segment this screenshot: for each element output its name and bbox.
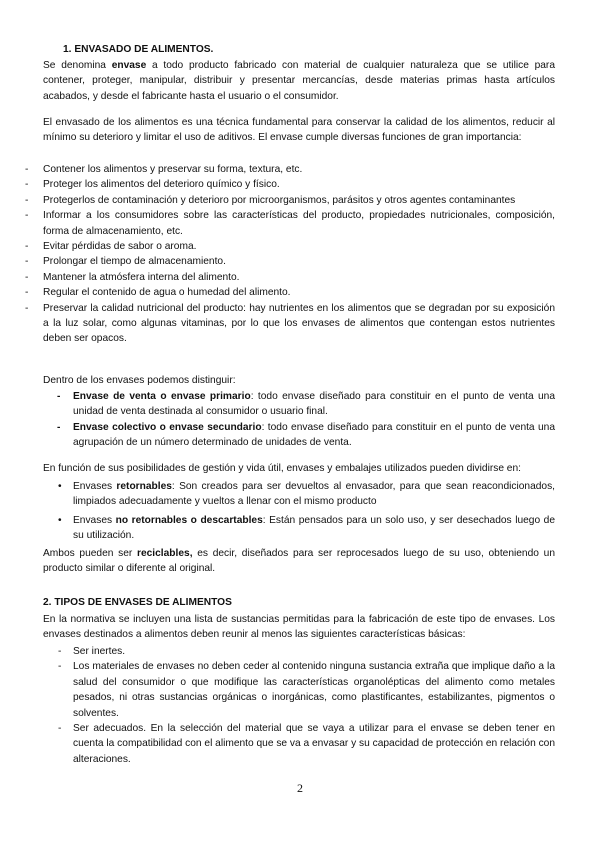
management-pre: Envases xyxy=(73,481,117,492)
intro-term-envase: envase xyxy=(111,60,147,71)
recyclable-text-c: es decir, diseñados para ser reprocesados luego de su uso, obteniendo un producto similar o diferente al original. xyxy=(43,548,555,575)
management-intro: En función de sus posibilidades de gestión y vida útil, envases y embalajes utilizados pueden dividirse en: xyxy=(43,463,521,474)
management-intro-block xyxy=(43,461,555,476)
management-text: : Están pensados para un solo uso, y ser desechados luego de su utilización. xyxy=(73,514,556,542)
management-item xyxy=(0,479,600,510)
section-1-intro xyxy=(43,58,555,104)
function-item: - Informar a los consumidores sobre las características del producto, propiedades nutricionales, composición, forma de almacenamiento, etc. xyxy=(0,208,600,239)
envase-type-item xyxy=(0,389,600,420)
recyclable-text-a: Ambos pueden ser xyxy=(43,548,138,559)
function-item: - Mantener la atmósfera interna del alimento. xyxy=(0,270,600,285)
characteristic-item: - Ser adecuados. En la selección del material que se vaya a utilizar para el envase se deben tener en cuenta la compatibilidad con el alimento que se va a envasar y su capacidad de protección en relación con alteraciones. xyxy=(0,721,600,767)
section-2-heading: 2. TIPOS DE ENVASES DE ALIMENTOS xyxy=(43,597,232,608)
intro-text-a: Se denomina xyxy=(43,60,112,71)
function-item: - Evitar pérdidas de sabor o aroma. xyxy=(0,239,600,254)
distinguish-intro-block xyxy=(43,373,555,388)
function-item: - Prolongar el tiempo de almacenamiento. xyxy=(0,254,600,269)
functions-intro-paragraph: El envasado de los alimentos es una técnica fundamental para conservar la calidad de los alimentos, reducir al mínimo su deterioro y limitar el uso de aditivos. El envase cumple diversas funciones de gran importancia: xyxy=(43,117,555,144)
function-item: - Regular el contenido de agua o humedad del alimento. xyxy=(0,285,600,300)
envase-types-list xyxy=(0,389,600,451)
intro-paragraph xyxy=(43,58,555,104)
page-number: 2 xyxy=(297,781,303,795)
management-item xyxy=(0,513,600,544)
management-pre: Envases xyxy=(73,514,116,526)
section-2-intro: En la normativa se incluyen una lista de sustancias permitidas para la fabricación de este tipo de envases. Los envases destinados a alimentos deben reunir al menos las siguientes características básicas: xyxy=(43,614,555,641)
function-item: - Protegerlos de contaminación y deterioro por microorganismos, parásitos y otros agentes contaminantes xyxy=(0,193,600,208)
management-list xyxy=(0,479,600,544)
section-2-heading-block xyxy=(43,595,555,610)
functions-list xyxy=(0,162,600,347)
characteristic-item: - Los materiales de envases no deben ceder al contenido ninguna sustancia extraña que implique daño a la salud del consumidor o que modifique las características organolépticas del alimento como metales pesados, ni otras sustancias orgánicas o inorgánicas, como plastificantes, estabilizantes, pigmentos o solventes. xyxy=(0,659,600,721)
envase-type-term: Envase de venta o envase primario xyxy=(73,391,251,402)
function-item: - Contener los alimentos y preservar su forma, textura, etc. xyxy=(0,162,600,177)
recyclable-paragraph-block xyxy=(43,546,555,577)
distinguish-intro: Dentro de los envases podemos distinguir: xyxy=(43,375,236,386)
management-term: retornables xyxy=(116,481,172,492)
section-1-heading: 1. ENVASADO DE ALIMENTOS. xyxy=(63,44,214,55)
envase-type-item xyxy=(0,420,600,451)
envase-type-term: Envase colectivo o envase secundario xyxy=(73,421,262,433)
envase-type-text: : todo envase diseñado para constituir en el punto de venta una agrupación de un número determinado de unidades de venta. xyxy=(73,421,556,449)
management-term: no retornables o descartables xyxy=(115,514,263,526)
intro-text-c: a todo producto fabricado con material de cualquier naturaleza que se utilice para contener, proteger, manipular, distribuir y presentar mercancías, desde materias primas hasta artículos acabados, y desde el fabricante hasta el usuario o el consumidor. xyxy=(43,60,555,102)
recyclable-paragraph xyxy=(43,546,555,577)
management-text: : Son creados para ser devueltos al envasador, para que sean reacondicionados, limpiados adecuadamente y vueltos a llenar con el mismo producto xyxy=(73,481,555,508)
section-2-intro-block xyxy=(43,612,555,643)
function-item: - Preservar la calidad nutricional del producto: hay nutrientes en los alimentos que se degradan por su exposición a la luz solar, como algunas vitaminas, por lo que los envases de alimentos que contengan estos nutrientes deben ser opacos. xyxy=(0,301,600,347)
section-1-paragraph-2 xyxy=(43,115,555,146)
characteristics-list xyxy=(0,644,600,767)
function-item: - Proteger los alimentos del deterioro químico y físico. xyxy=(0,177,600,192)
section-1-heading-block xyxy=(43,42,555,57)
characteristic-item: - Ser inertes. xyxy=(0,644,600,659)
recyclable-term: reciclables, xyxy=(137,548,193,559)
envase-type-text: : todo envase diseñado para constituir en el punto de venta una unidad de venta destinada al consumidor o usuario final. xyxy=(73,391,556,418)
